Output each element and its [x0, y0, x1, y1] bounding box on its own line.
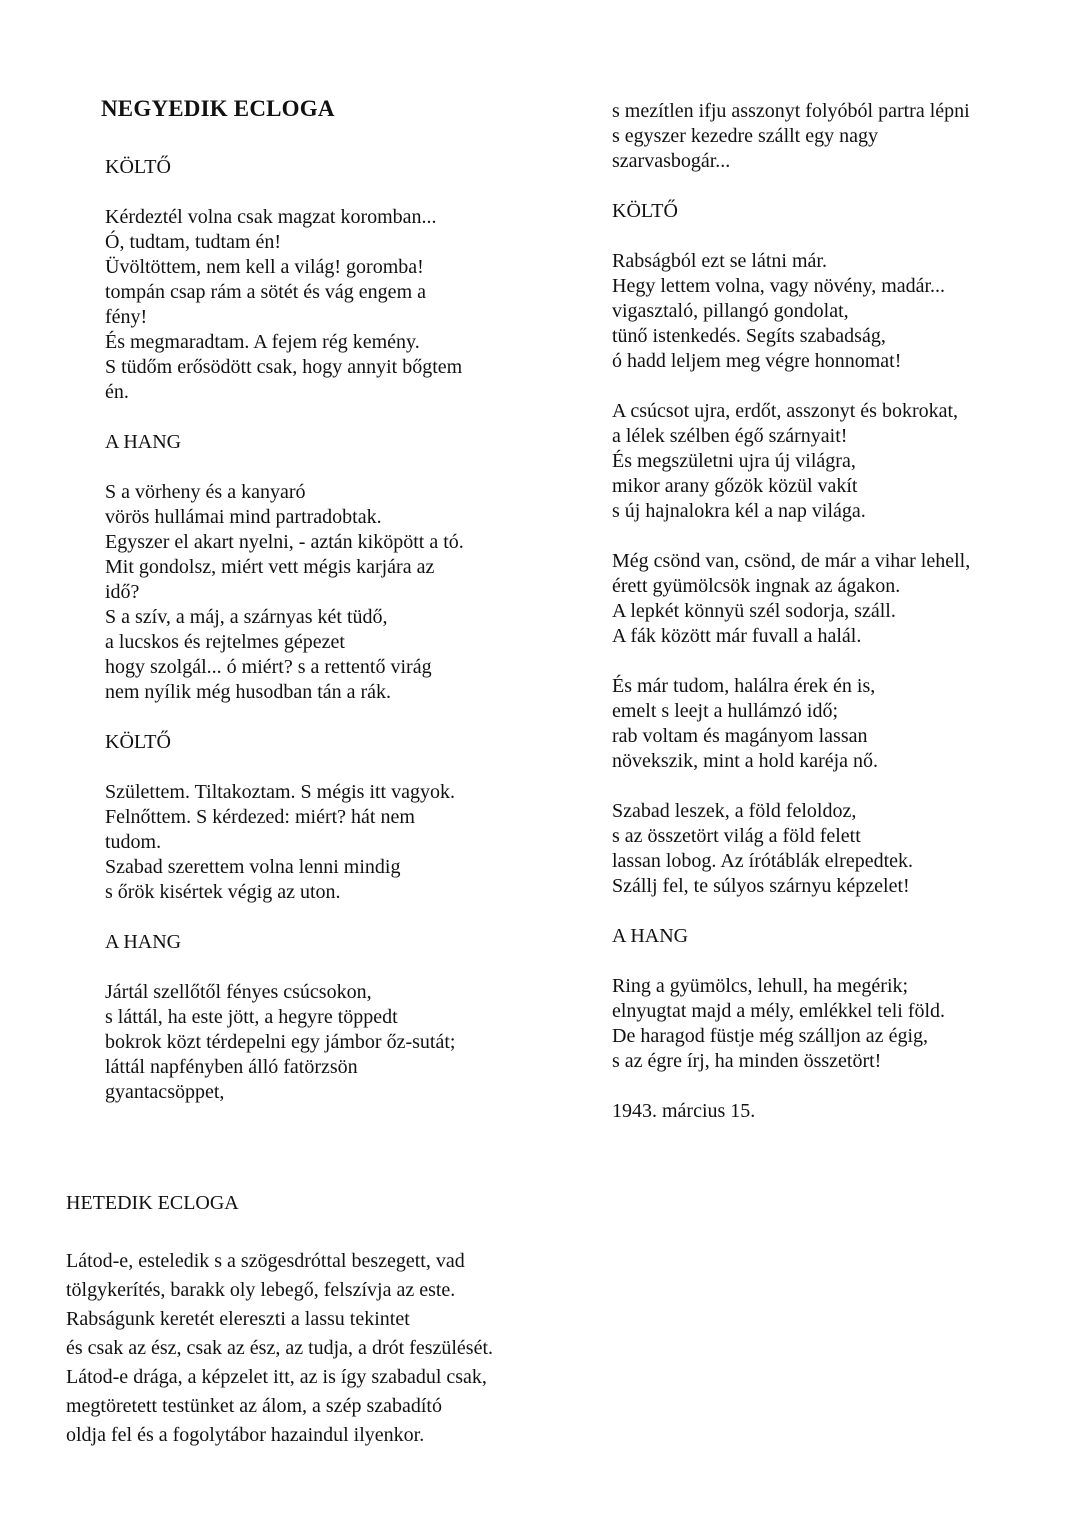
poem-line: Jártál szellőtől fényes csúcsokon,	[105, 981, 372, 1003]
poem-line: s új hajnalokra kél a nap világa.	[612, 500, 866, 522]
speaker-heading: A HANG	[105, 931, 182, 953]
poem-line: Üvöltöttem, nem kell a világ! goromba!	[105, 256, 424, 278]
poem-line: S tüdőm erősödött csak, hogy annyit bőgtem	[105, 356, 463, 378]
poem-line: A csúcsot ujra, erdőt, asszonyt és bokrokat,	[612, 400, 959, 422]
poem-line: Rabságunk keretét elereszti a lassu tekintet	[66, 1308, 410, 1330]
poem-line: A fák között már fuvall a halál.	[612, 625, 862, 647]
poem-line: Kérdeztél volna csak magzat koromban...	[105, 206, 437, 228]
stanza-gap	[105, 405, 525, 430]
poem-line: Felnőttem. S kérdezed: miért? hát nem	[105, 806, 415, 828]
poem-line: bokrok közt térdepelni egy jámbor őz-sutát;	[105, 1031, 456, 1053]
poem-stanza	[105, 780, 525, 905]
speaker-heading: KÖLTŐ	[612, 200, 678, 222]
poem-line: De haragod füstje még szálljon az égig,	[612, 1025, 928, 1047]
stanza-gap	[105, 755, 525, 780]
poem-line: gyantacsöppet,	[105, 1081, 225, 1103]
poem-line: vörös hullámai mind partradobtak.	[105, 506, 382, 528]
section-heading: HETEDIK ECLOGA	[66, 1192, 239, 1214]
poem-line: Születtem. Tiltakoztam. S mégis itt vagyok.	[105, 781, 455, 803]
poem-line: tölgykerítés, barakk oly lebegő, felszívja az este.	[66, 1279, 456, 1301]
poem-line: Hegy lettem volna, vagy növény, madár...	[612, 275, 946, 297]
speaker-heading: KÖLTŐ	[105, 731, 171, 753]
poem-line: S a szív, a máj, a szárnyas két tüdő,	[105, 606, 388, 628]
poem-line: S a vörheny és a kanyaró	[105, 481, 306, 503]
stanza-gap	[105, 955, 525, 980]
poem-stanza	[612, 1099, 1052, 1124]
right-column	[612, 99, 1052, 1124]
poem-line: mikor arany gőzök közül vakít	[612, 475, 858, 497]
poem-line: Mit gondolsz, miért vett mégis karjára az	[105, 556, 435, 578]
poem-line: én.	[105, 381, 129, 403]
poem-line: vigasztaló, pillangó gondolat,	[612, 300, 849, 322]
stanza-gap	[105, 705, 525, 730]
poem-line: a lélek szélben égő szárnyait!	[612, 425, 848, 447]
poem-line: Szabad szerettem volna lenni mindig	[105, 856, 401, 878]
poem-stanza	[105, 205, 525, 405]
poem-line: idő?	[105, 581, 140, 603]
poem-line: Szabad leszek, a föld feloldoz,	[612, 800, 857, 822]
poem-line: érett gyümölcsök ingnak az ágakon.	[612, 575, 901, 597]
poem-line: rab voltam és magányom lassan	[612, 725, 868, 747]
poem-line: nem nyílik még husodban tán a rák.	[105, 681, 392, 703]
poem-stanza	[612, 674, 1052, 774]
poem-line: oldja fel és a fogolytábor hazaindul ilyenkor.	[66, 1424, 425, 1446]
stanza-gap	[66, 1218, 606, 1247]
poem-line: 1943. március 15.	[612, 1100, 756, 1122]
stanza-gap	[105, 180, 525, 205]
poem-line: fény!	[105, 306, 148, 328]
poem-stanza	[612, 249, 1052, 374]
bottom-section	[66, 1189, 606, 1450]
poem-line: s egyszer kezedre szállt egy nagy	[612, 125, 878, 147]
stanza-gap	[612, 174, 1052, 199]
speaker-heading: A HANG	[105, 431, 182, 453]
poem-line: Még csönd van, csönd, de már a vihar lehell,	[612, 550, 971, 572]
stanza-gap	[105, 905, 525, 930]
poem-stanza	[612, 799, 1052, 899]
poem-stanza	[105, 480, 525, 705]
poem-line: Szállj fel, te súlyos szárnyu képzelet!	[612, 875, 910, 897]
poem-line: s az összetört világ a föld felett	[612, 825, 861, 847]
poem-line: tudom.	[105, 831, 162, 853]
stanza-gap	[612, 649, 1052, 674]
stanza-gap	[612, 524, 1052, 549]
left-column	[105, 155, 525, 1105]
poem-line: Látod-e, esteledik s a szögesdróttal beszegett, vad	[66, 1250, 465, 1272]
poem-line: s mezítlen ifju asszonyt folyóból partra lépni	[612, 100, 970, 122]
speaker-heading: A HANG	[612, 925, 689, 947]
stanza-gap	[612, 224, 1052, 249]
page-title: NEGYEDIK ECLOGA	[101, 96, 335, 121]
poem-line: A lepkét könnyü szél sodorja, száll.	[612, 600, 896, 622]
poem-line: és csak az ész, csak az ész, az tudja, a drót feszülését.	[66, 1337, 494, 1359]
speaker-heading: KÖLTŐ	[105, 156, 171, 178]
poem-line: Látod-e drága, a képzelet itt, az is így szabadul csak,	[66, 1366, 487, 1388]
poem-line: szarvasbogár...	[612, 150, 731, 172]
poem-stanza	[66, 1247, 606, 1450]
poem-line: hogy szolgál... ó miért? s a rettentő virág	[105, 656, 432, 678]
poem-line: s láttál, ha este jött, a hegyre töppedt	[105, 1006, 398, 1028]
poem-line: láttál napfényben álló fatörzsön	[105, 1056, 358, 1078]
poem-line: s az égre írj, ha minden összetört!	[612, 1050, 882, 1072]
poem-line: növekszik, mint a hold karéja nő.	[612, 750, 879, 772]
stanza-gap	[105, 455, 525, 480]
poem-stanza	[105, 980, 525, 1105]
poem-line: És megszületni ujra új világra,	[612, 450, 856, 472]
poem-line: Ring a gyümölcs, lehull, ha megérik;	[612, 975, 909, 997]
poem-stanza	[612, 399, 1052, 524]
poem-line: Ó, tudtam, tudtam én!	[105, 231, 282, 253]
poem-line: tompán csap rám a sötét és vág engem a	[105, 281, 426, 303]
poem-line: a lucskos és rejtelmes gépezet	[105, 631, 345, 653]
poem-line: tünő istenkedés. Segíts szabadság,	[612, 325, 886, 347]
stanza-gap	[612, 774, 1052, 799]
poem-line: És megmaradtam. A fejem rég kemény.	[105, 331, 420, 353]
poem-stanza	[612, 549, 1052, 649]
poem-stanza	[612, 974, 1052, 1074]
poem-line: És már tudom, halálra érek én is,	[612, 675, 876, 697]
poem-line: ó hadd leljem meg végre honnomat!	[612, 350, 902, 372]
poem-line: s őrök kisértek végig az uton.	[105, 881, 341, 903]
poem-line: Egyszer el akart nyelni, - aztán kiköpött a tó.	[105, 531, 464, 553]
poem-line: elnyugtat majd a mély, emlékkel teli föld.	[612, 1000, 946, 1022]
stanza-gap	[612, 1074, 1052, 1099]
stanza-gap	[612, 899, 1052, 924]
poem-line: Rabságból ezt se látni már.	[612, 250, 827, 272]
poem-stanza	[612, 99, 1052, 174]
poem-line: megtöretett testünket az álom, a szép szabadító	[66, 1395, 442, 1417]
poem-line: lassan lobog. Az írótáblák elrepedtek.	[612, 850, 914, 872]
poem-line: emelt s leejt a hullámzó idő;	[612, 700, 839, 722]
stanza-gap	[612, 374, 1052, 399]
stanza-gap	[612, 949, 1052, 974]
